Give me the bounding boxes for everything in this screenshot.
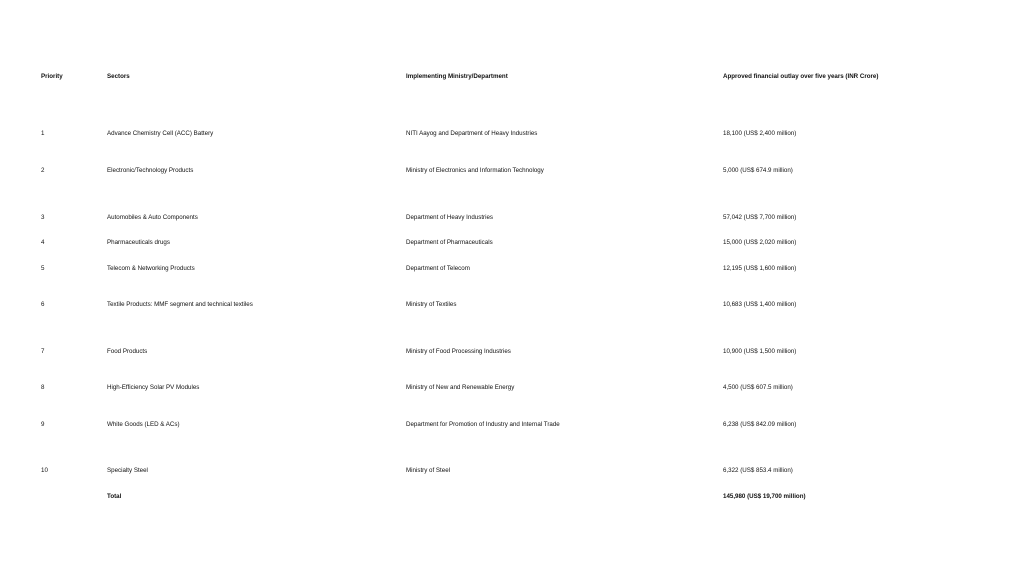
- row-priority: 4: [41, 239, 45, 246]
- row-priority: 10: [41, 467, 48, 474]
- row-ministry: Ministry of New and Renewable Energy: [406, 384, 515, 391]
- row-outlay: 57,042 (US$ 7,700 million): [723, 214, 797, 221]
- row-outlay: 15,000 (US$ 2,020 million): [723, 239, 797, 246]
- row-sector: Telecom & Networking Products: [107, 265, 195, 272]
- row-ministry: NITI Aayog and Department of Heavy Industries: [406, 130, 538, 137]
- row-outlay: 5,000 (US$ 674.9 million): [723, 167, 793, 174]
- row-priority: 9: [41, 421, 45, 428]
- header-sectors: Sectors: [107, 73, 130, 80]
- header-priority: Priority: [41, 73, 63, 80]
- row-sector: Electronic/Technology Products: [107, 167, 194, 174]
- row-ministry: Department of Pharmaceuticals: [406, 239, 493, 246]
- row-outlay: 18,100 (US$ 2,400 million): [723, 130, 797, 137]
- row-priority: 1: [41, 130, 45, 137]
- row-priority: 6: [41, 301, 45, 308]
- row-ministry: Ministry of Food Processing Industries: [406, 348, 511, 355]
- total-label: Total: [107, 493, 122, 500]
- total-outlay: 145,980 (US$ 19,700 million): [723, 493, 806, 500]
- row-outlay: 10,900 (US$ 1,500 million): [723, 348, 797, 355]
- row-priority: 5: [41, 265, 45, 272]
- row-ministry: Ministry of Electronics and Information Technology: [406, 167, 544, 174]
- row-sector: Specialty Steel: [107, 467, 148, 474]
- row-priority: 8: [41, 384, 45, 391]
- row-outlay: 10,683 (US$ 1,400 million): [723, 301, 797, 308]
- header-outlay: Approved financial outlay over five years (INR Crore): [723, 73, 879, 80]
- row-ministry: Department of Heavy Industries: [406, 214, 494, 221]
- header-ministry: Implementing Ministry/Department: [406, 73, 508, 80]
- row-sector: Automobiles & Auto Components: [107, 214, 198, 221]
- row-outlay: 6,238 (US$ 842.09 million): [723, 421, 797, 428]
- row-priority: 2: [41, 167, 45, 174]
- row-sector: Textile Products: MMF segment and technical textiles: [107, 301, 253, 308]
- row-ministry: Ministry of Steel: [406, 467, 451, 474]
- row-sector: Advance Chemistry Cell (ACC) Battery: [107, 130, 214, 137]
- row-sector: High-Efficiency Solar PV Modules: [107, 384, 200, 391]
- row-ministry: Department of Telecom: [406, 265, 470, 272]
- row-outlay: 12,195 (US$ 1,600 million): [723, 265, 797, 272]
- row-sector: Food Products: [107, 348, 148, 355]
- row-sector: White Goods (LED & ACs): [107, 421, 180, 428]
- row-outlay: 4,500 (US$ 607.5 million): [723, 384, 793, 391]
- row-sector: Pharmaceuticals drugs: [107, 239, 170, 246]
- row-ministry: Department for Promotion of Industry and Internal Trade: [406, 421, 560, 428]
- row-priority: 7: [41, 348, 45, 355]
- row-outlay: 6,322 (US$ 853.4 million): [723, 467, 793, 474]
- row-priority: 3: [41, 214, 45, 221]
- row-ministry: Ministry of Textiles: [406, 301, 457, 308]
